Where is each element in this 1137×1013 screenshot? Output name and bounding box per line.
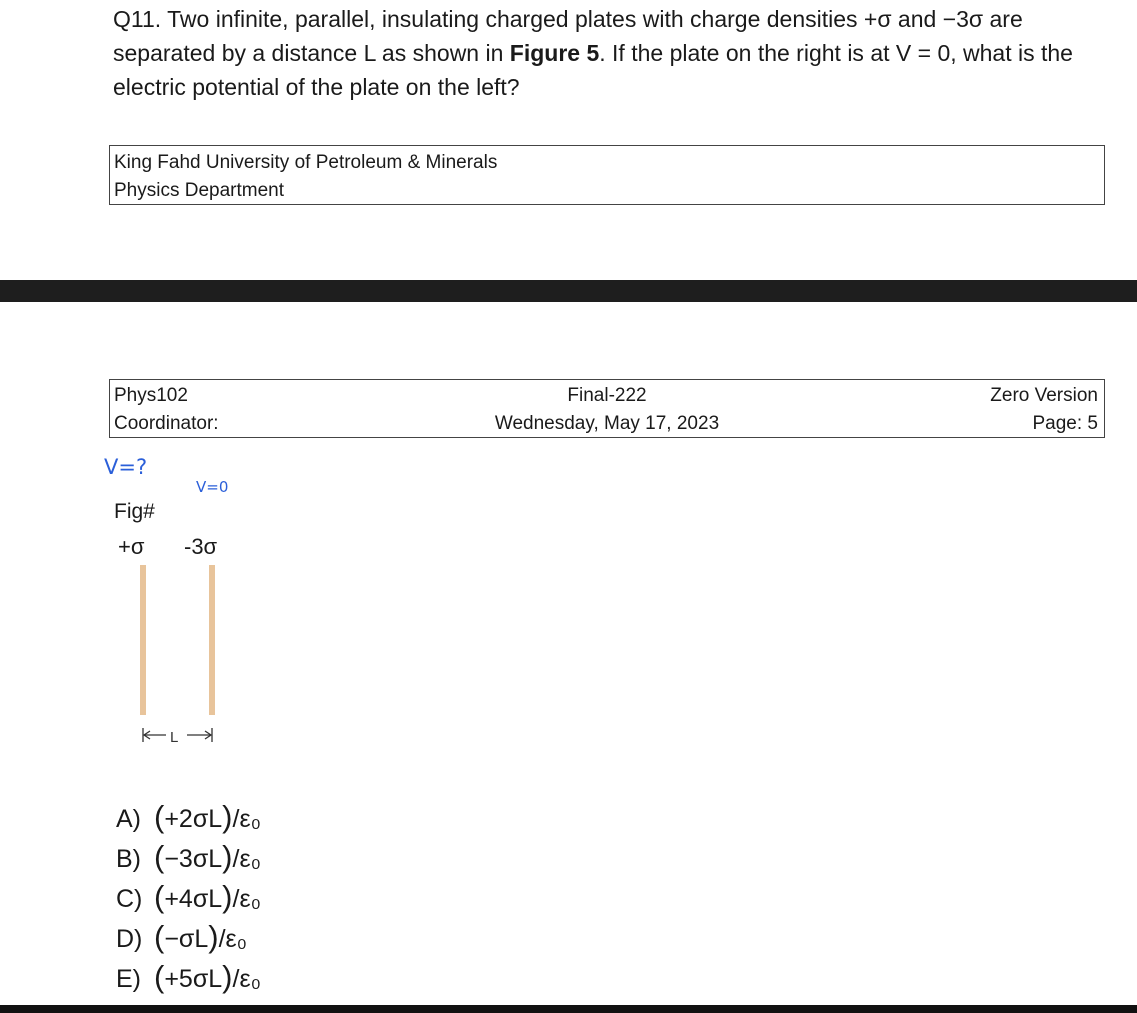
- left-plate-charge: +σ: [118, 534, 145, 559]
- answer-choice-a[interactable]: A) (+2σL)/ε₀: [116, 798, 261, 838]
- answer-choice-e[interactable]: E) (+5σL)/ε₀: [116, 958, 261, 998]
- university-name: King Fahd University of Petroleum & Minerals: [114, 152, 498, 173]
- distance-label: L: [170, 729, 179, 746]
- answer-expression: +5σL: [164, 965, 223, 993]
- answer-expression: −σL: [164, 925, 209, 953]
- answer-letter: A): [116, 805, 141, 833]
- answer-denominator: /ε₀: [218, 925, 248, 953]
- department-name: Physics Department: [114, 180, 285, 201]
- answer-expression: +2σL: [164, 805, 223, 833]
- answer-choice-c[interactable]: C) (+4σL)/ε₀: [116, 878, 261, 918]
- page-number: Page: 5: [1032, 413, 1098, 434]
- answer-letter: E): [116, 965, 141, 993]
- exam-name: Final-222: [567, 385, 647, 406]
- page-separator: [0, 280, 1137, 302]
- version-label: Zero Version: [990, 385, 1098, 406]
- answer-letter: B): [116, 845, 141, 873]
- answer-denominator: /ε₀: [232, 805, 261, 833]
- answer-denominator: /ε₀: [232, 885, 261, 913]
- question-number: Q11.: [113, 6, 162, 32]
- left-plate: [140, 565, 146, 715]
- exam-header: [109, 379, 1105, 438]
- answer-letter: C): [116, 885, 143, 913]
- handwritten-v-right: V=0: [196, 478, 229, 496]
- header-right: [990, 382, 1098, 438]
- answer-choices: [116, 798, 261, 998]
- header-center: [110, 382, 1104, 438]
- answer-expression: +4σL: [164, 885, 223, 913]
- handwritten-v-left: V=?: [104, 455, 148, 479]
- institution-box: [109, 145, 1105, 205]
- fig-label: Fig#: [114, 500, 155, 523]
- right-plate: [209, 565, 215, 715]
- answer-expression: −3σL: [164, 845, 223, 873]
- answer-letter: D): [116, 925, 143, 953]
- course-code: Phys102: [114, 385, 188, 406]
- exam-date: Wednesday, May 17, 2023: [494, 413, 720, 434]
- question-body-2: . If the plate on the right is at V = 0, what is the electric potential of the plate on the left?: [113, 40, 1073, 100]
- figure-reference: Figure 5: [509, 40, 600, 66]
- answer-denominator: /ε₀: [232, 965, 261, 993]
- answer-denominator: /ε₀: [232, 845, 261, 873]
- right-plate-charge: -3σ: [184, 534, 218, 559]
- answer-choice-b[interactable]: B) (−3σL)/ε₀: [116, 838, 261, 878]
- coordinator-label: Coordinator:: [114, 413, 219, 434]
- question-body-1: Two infinite, parallel, insulating charged plates with charge densities +σ and −3σ are separated by a distance L as shown in: [113, 6, 1023, 66]
- answer-choice-d[interactable]: D) (−σL)/ε₀: [116, 918, 261, 958]
- question-text: [113, 2, 1113, 104]
- plates-figure: [100, 450, 300, 770]
- bottom-border: [0, 1005, 1137, 1013]
